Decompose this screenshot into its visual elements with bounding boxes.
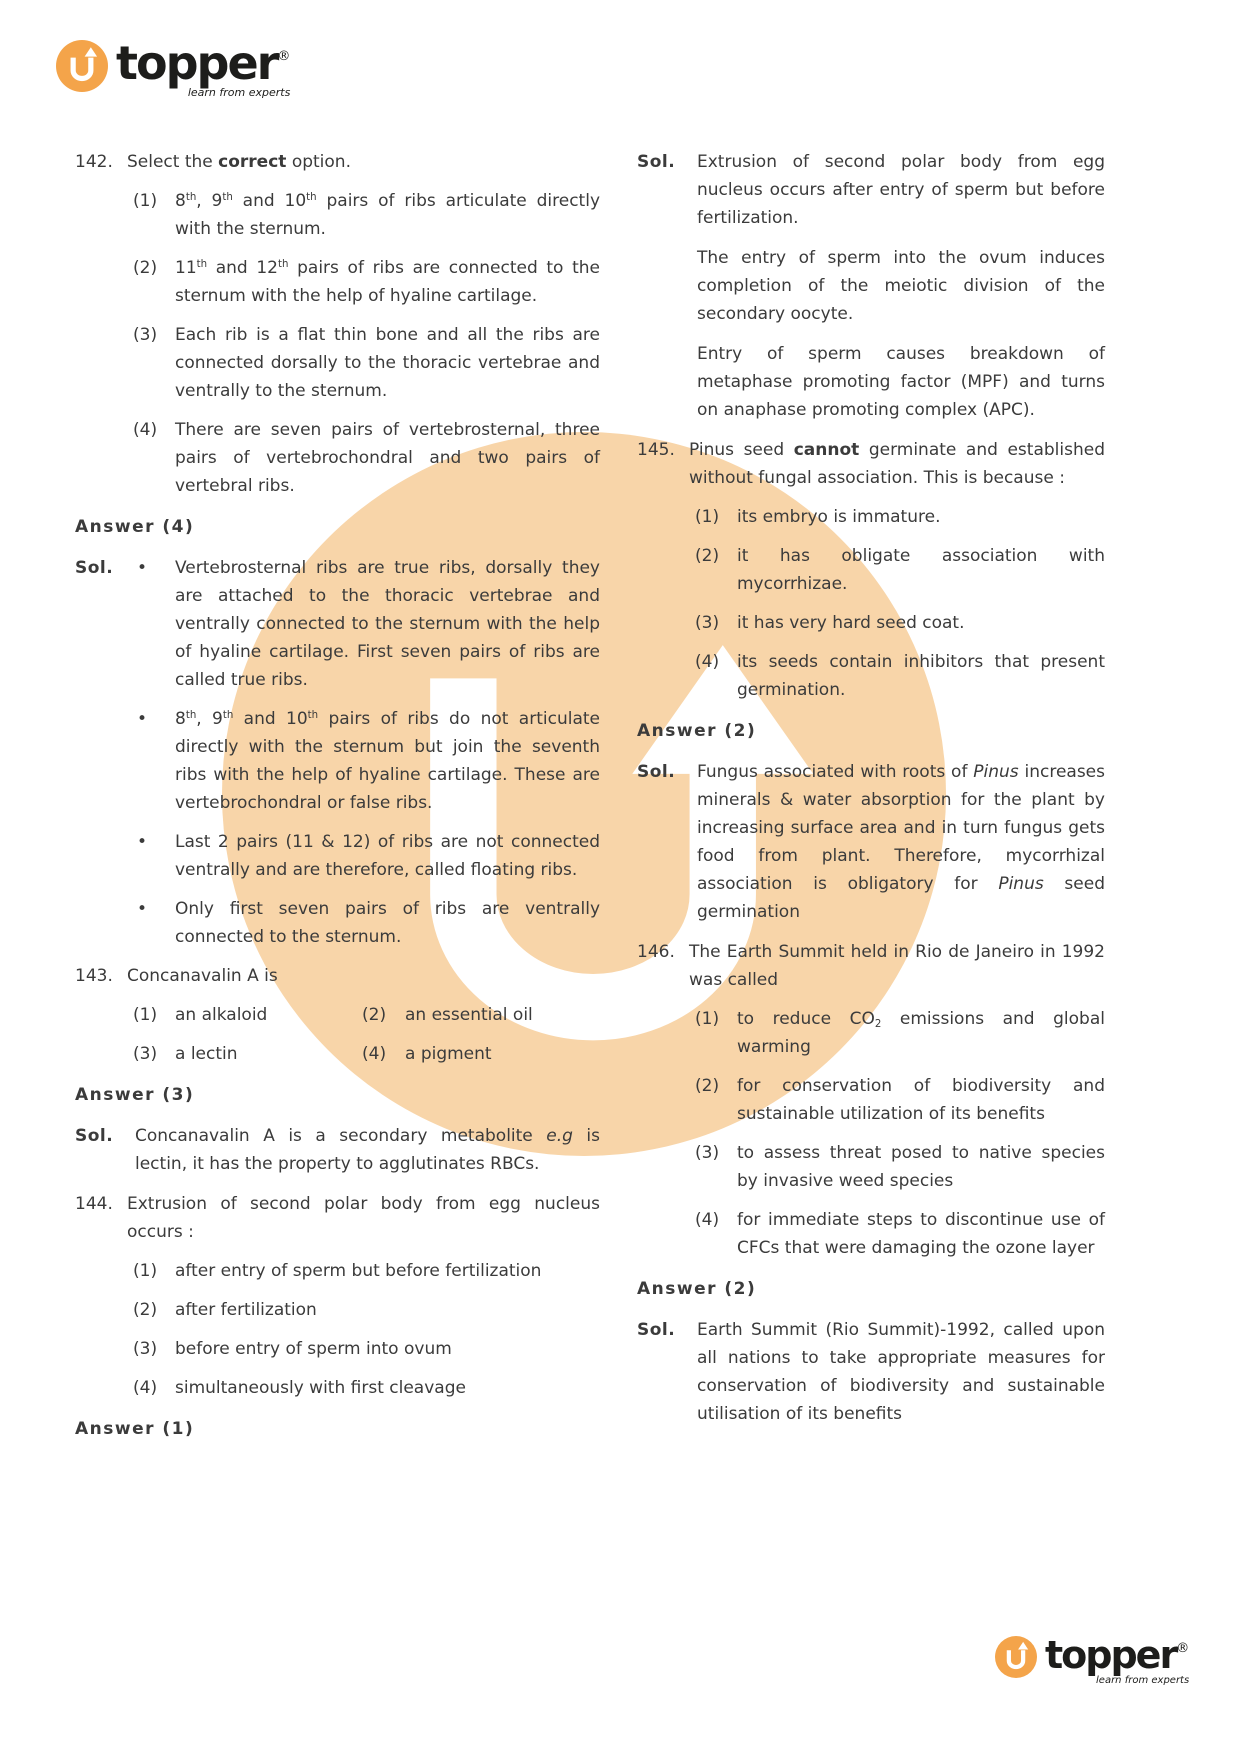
option-text: Each rib is a flat thin bone and all the ribs are connected dorsally to the thoracic vertebrae and ventrally to the sternum. — [175, 325, 600, 401]
option-marker: (3) — [695, 613, 720, 633]
brand-text — [116, 36, 291, 99]
option-1 — [75, 187, 600, 243]
option-text: an essential oil — [405, 1005, 533, 1025]
option-marker: (3) — [695, 1143, 720, 1163]
right-column — [637, 148, 1105, 1440]
header-logo — [56, 36, 291, 99]
option-marker: (2) — [695, 1076, 720, 1096]
sol-bullet-4 — [135, 895, 600, 951]
option-marker: (4) — [695, 1210, 720, 1230]
option-text: after fertilization — [175, 1300, 317, 1320]
option-text: to assess threat posed to native species by invasive weed species — [737, 1143, 1105, 1191]
question-text: Concanavalin A is — [127, 966, 278, 986]
option-text: a pigment — [405, 1044, 492, 1064]
sol-label: Sol. — [75, 1126, 114, 1146]
sol-paragraph: The entry of sperm into the ovum induces completion of the meiotic division of the secondary oocyte. — [697, 248, 1105, 324]
question-text: Pinus seed cannot germinate and established without fungal association. This is because : — [689, 440, 1105, 488]
answer-145: Answer (2) — [637, 721, 757, 741]
option-text: There are seven pairs of vertebrosternal, three pairs of vertebrochondral and two pairs of vertebral ribs. — [175, 420, 600, 496]
u-arrow-icon — [995, 1636, 1037, 1678]
question-number: 144. — [75, 1194, 113, 1214]
question-head — [75, 1190, 600, 1246]
question-146 — [637, 938, 1105, 1262]
answer-146: Answer (2) — [637, 1279, 757, 1299]
option-2 — [362, 1001, 600, 1029]
question-142 — [75, 148, 600, 500]
option-text: its seeds contain inhibitors that present germination. — [737, 652, 1105, 700]
option-marker: (4) — [133, 1378, 158, 1398]
question-number: 142. — [75, 152, 113, 172]
brand-text — [1045, 1633, 1190, 1687]
option-text: it has very hard seed coat. — [737, 613, 965, 633]
answer-142: Answer (4) — [75, 517, 195, 537]
sol-text: Concanavalin A is a secondary metabolite e.g is lectin, it has the property to agglutinates RBCs. — [135, 1126, 600, 1174]
brand-name: topper® — [116, 36, 291, 90]
brand-name: topper® — [1045, 1633, 1190, 1677]
option-marker: (4) — [133, 420, 158, 440]
bullet-text: Only first seven pairs of ribs are ventrally connected to the sternum. — [175, 899, 600, 947]
option-1 — [637, 503, 1105, 531]
sol-text: Earth Summit (Rio Summit)-1992, called upon all nations to take appropriate measures for conservation of biodiversity and sustainable utilisation of its benefits — [697, 1320, 1105, 1424]
bullet-text: Last 2 pairs (11 & 12) of ribs are not connected ventrally and are therefore, called floating ribs. — [175, 832, 600, 880]
question-head — [75, 148, 600, 176]
brand-tagline: learn from experts — [187, 86, 291, 99]
question-number: 145. — [637, 440, 675, 460]
bullet-icon: • — [137, 832, 148, 852]
solution-144 — [637, 148, 1105, 424]
question-number: 146. — [637, 942, 675, 962]
option-text: an alkaloid — [175, 1005, 268, 1025]
question-144 — [75, 1190, 600, 1402]
option-text: for immediate steps to discontinue use of CFCs that were damaging the ozone layer — [737, 1210, 1105, 1258]
sol-paragraph: Extrusion of second polar body from egg nucleus occurs after entry of sperm but before fertilization. — [697, 152, 1105, 228]
registered-mark: ® — [277, 49, 291, 64]
sol-paragraph: Entry of sperm causes breakdown of metaphase promoting factor (MPF) and turns on anaphase promoting complex (APC). — [697, 344, 1105, 420]
option-text: simultaneously with first cleavage — [175, 1378, 466, 1398]
question-head — [637, 436, 1105, 492]
option-3 — [75, 1040, 362, 1068]
option-4 — [637, 648, 1105, 704]
option-marker: (1) — [695, 507, 720, 527]
option-marker: (4) — [695, 652, 720, 672]
bullet-icon: • — [137, 558, 148, 578]
option-3 — [637, 609, 1105, 637]
registered-mark: ® — [1176, 1641, 1190, 1656]
option-text: a lectin — [175, 1044, 238, 1064]
option-marker: (2) — [362, 1005, 387, 1025]
option-text: 8th, 9th and 10th pairs of ribs articulate directly with the sternum. — [175, 191, 601, 239]
option-text: to reduce $CO_2$ emissions and global warming — [737, 1009, 1105, 1057]
u-arrow-icon — [56, 40, 108, 92]
option-4 — [75, 1374, 600, 1402]
option-marker: (3) — [133, 1339, 158, 1359]
footer-logo — [995, 1633, 1190, 1687]
sol-label: Sol. — [637, 1320, 676, 1340]
option-2 — [637, 1072, 1105, 1128]
bullet-icon: • — [137, 899, 148, 919]
answer-143: Answer (3) — [75, 1085, 195, 1105]
option-marker: (2) — [133, 1300, 158, 1320]
sol-label: Sol. — [637, 152, 676, 172]
option-2 — [637, 542, 1105, 598]
question-text: Select the correct option. — [127, 152, 351, 172]
option-1 — [75, 1257, 600, 1285]
option-row — [75, 1001, 600, 1029]
question-head — [75, 962, 600, 990]
question-text: Extrusion of second polar body from egg nucleus occurs : — [127, 1194, 600, 1242]
option-1 — [75, 1001, 362, 1029]
question-143 — [75, 962, 600, 1068]
option-marker: (1) — [695, 1009, 720, 1029]
bullet-text: Vertebrosternal ribs are true ribs, dorsally they are attached to the thoracic vertebrae and ventrally connected to the sternum with the help of hyaline cartilage. First seven pairs of ribs are called true ribs. — [175, 558, 600, 690]
option-3 — [637, 1139, 1105, 1195]
option-4 — [75, 416, 600, 500]
bullet-text: 8th, 9th and 10th pairs of ribs do not articulate directly with the sternum but join the seventh ribs with the help of hyaline cartilage. These are vertebrochondral or false ribs. — [175, 709, 600, 813]
left-column — [75, 148, 600, 1456]
question-number: 143. — [75, 966, 113, 986]
bullet-icon: • — [137, 709, 148, 729]
option-3 — [75, 321, 600, 405]
solution-142 — [75, 554, 600, 951]
option-row — [75, 1040, 600, 1068]
question-145 — [637, 436, 1105, 704]
option-marker: (1) — [133, 1005, 158, 1025]
brand-tagline: learn from experts — [1096, 1675, 1190, 1686]
option-text: its embryo is immature. — [737, 507, 941, 527]
option-marker: (2) — [133, 258, 158, 278]
sol-bullet-2 — [135, 705, 600, 817]
question-text: The Earth Summit held in Rio de Janeiro in 1992 was called — [689, 942, 1105, 990]
option-2 — [75, 1296, 600, 1324]
solution-146 — [637, 1316, 1105, 1428]
sol-label: Sol. — [75, 558, 114, 578]
sol-bullet-3 — [135, 828, 600, 884]
sol-label: Sol. — [637, 762, 676, 782]
sol-text: Fungus associated with roots of Pinus increases minerals & water absorption for the plant by increasing surface area and in turn fungus gets food from plant. Therefore, mycorrhizal association is obligatory for Pinus seed germination — [697, 762, 1105, 922]
option-4 — [362, 1040, 600, 1068]
option-marker: (3) — [133, 325, 158, 345]
solution-143 — [75, 1122, 600, 1178]
question-head — [637, 938, 1105, 994]
option-text: before entry of sperm into ovum — [175, 1339, 452, 1359]
option-marker: (4) — [362, 1044, 387, 1064]
option-4 — [637, 1206, 1105, 1262]
solution-145 — [637, 758, 1105, 926]
answer-144: Answer (1) — [75, 1419, 195, 1439]
option-marker: (3) — [133, 1044, 158, 1064]
option-text: 11th and 12th pairs of ribs are connected to the sternum with the help of hyaline cartilage. — [175, 258, 600, 306]
option-marker: (1) — [133, 1261, 158, 1281]
option-text: after entry of sperm but before fertilization — [175, 1261, 542, 1281]
option-marker: (1) — [133, 191, 158, 211]
option-marker: (2) — [695, 546, 720, 566]
option-text: for conservation of biodiversity and sustainable utilization of its benefits — [737, 1076, 1105, 1124]
option-2 — [75, 254, 600, 310]
option-1 — [637, 1005, 1105, 1061]
option-3 — [75, 1335, 600, 1363]
sol-bullet-1 — [135, 554, 600, 694]
option-text: it has obligate association with mycorrhizae. — [737, 546, 1105, 594]
